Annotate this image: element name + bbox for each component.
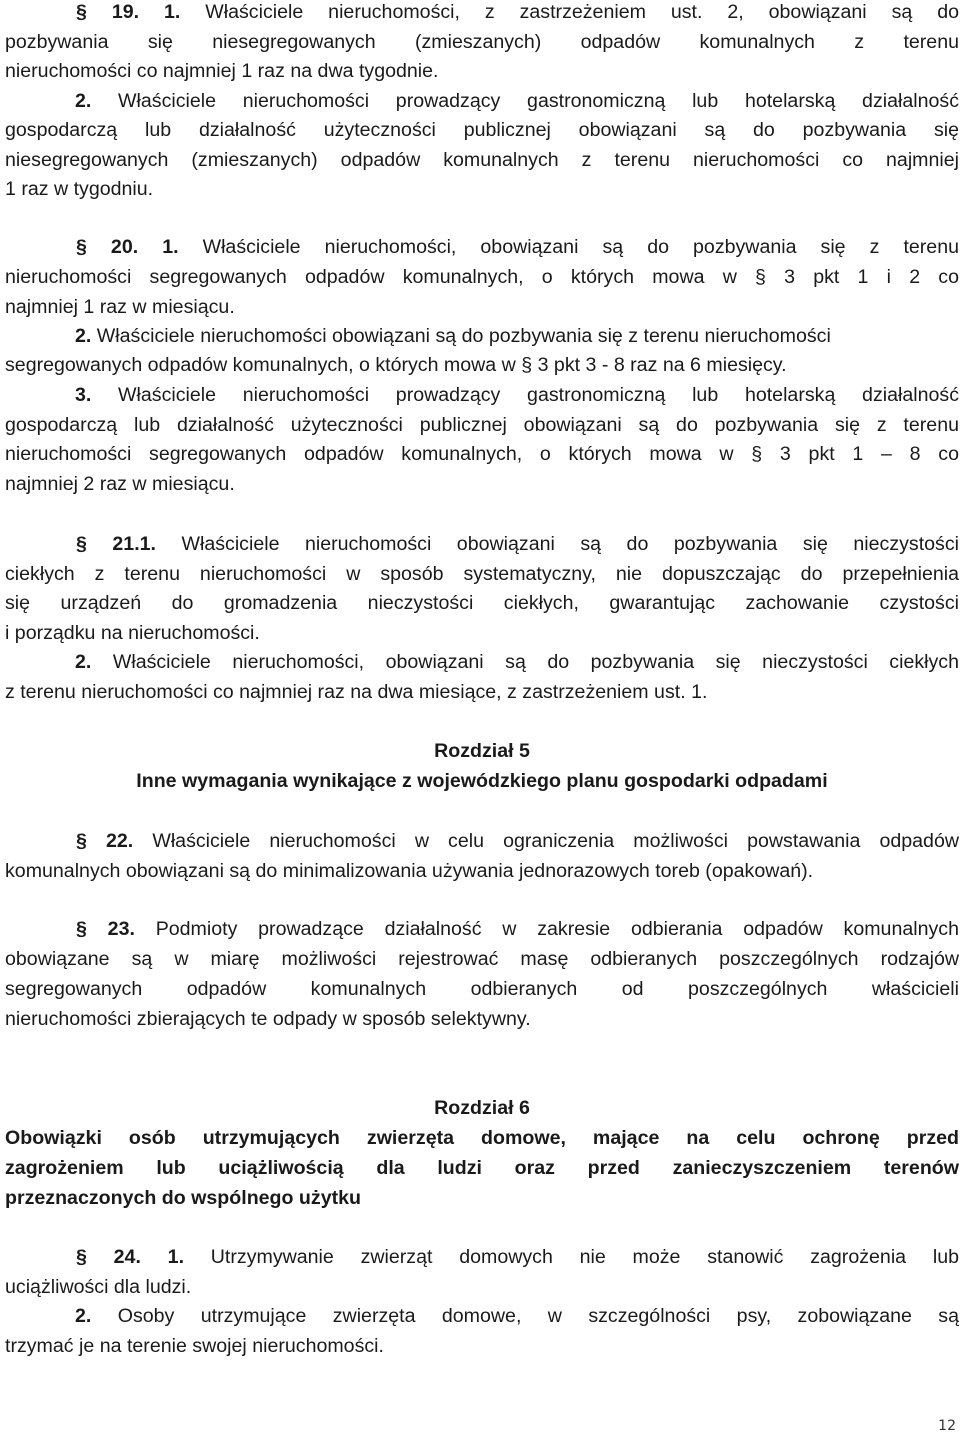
text-run: Właściciele nieruchomości prowadzący gastronomiczną lub hotelarską działalność [91,384,959,406]
line-p20-1-1 [5,266,959,288]
bold-run: § 24. 1. [76,1246,185,1268]
chapter-6-title-line-2 [5,1157,959,1179]
text-run: gospodarczą lub działalność użyteczności publicznej obowiązani są do pozbywania się [5,119,959,141]
line-p19-2-3 [5,178,153,200]
chapter-6-title-line-3 [5,1187,361,1209]
line-p24-1-0 [76,1246,959,1268]
bold-run: 2. [75,325,92,347]
text-run: Podmioty prowadzące działalność w zakresie odbierania odpadów komunalnych [134,918,959,940]
bold-run: Inne wymagania wynikające z wojewódzkiego planu gospodarki odpadami [136,770,828,792]
bold-run: 2. [75,1305,92,1327]
line-p19-1-2 [5,60,438,82]
line-p21-1-3 [5,622,260,644]
text-run: się urządzeń do gromadzenia nieczystości ciekłych, gwarantując zachowanie czystości [5,592,959,614]
line-p19-2-1 [5,119,959,141]
line-p20-3-1 [5,414,959,436]
text-run: Osoby utrzymujące zwierzęta domowe, w szczególności psy, zobowiązane są [91,1305,959,1327]
text-run: Utrzymywanie zwierząt domowych nie może stanowić zagrożenia lub [184,1246,959,1268]
line-p23-3 [5,1008,531,1030]
line-p20-3-2 [5,443,959,465]
line-p21-2-1 [5,681,707,703]
bold-run: § 19. 1. [76,1,181,23]
line-p23-2 [5,978,959,1000]
text-run: obowiązane są w miarę możliwości rejestrować masę odbieranych poszczególnych rodzajów [5,948,959,970]
text-run: segregowanych odpadów komunalnych, o których mowa w § 3 pkt 3 - 8 raz na 6 miesięcy. [5,354,787,376]
line-p20-1-2 [5,296,235,318]
bold-run: § 23. [76,918,135,940]
text-run: Właściciele nieruchomości obowiązani są do pozbywania się nieczystości [155,533,959,555]
bold-run: Rozdział 6 [434,1097,530,1119]
bold-run: Rozdział 5 [434,740,530,762]
text-run: trzymać je na terenie swojej nieruchomości. [5,1335,384,1357]
line-p22-0 [76,830,959,852]
line-p24-2-0 [75,1305,959,1327]
text-run: komunalnych obowiązani są do minimalizowania używania jednorazowych toreb (opakowań). [5,860,814,882]
line-p20-2-1 [5,354,787,376]
text-run: Właściciele nieruchomości, obowiązani są do pozbywania się z terenu [178,236,959,258]
text-run: niesegregowanych (zmieszanych) odpadów komunalnych z terenu nieruchomości co najmniej [5,149,959,171]
text-run: pozbywania się niesegregowanych (zmieszanych) odpadów komunalnych z terenu [5,31,959,53]
text-run: najmniej 2 raz w miesiącu. [5,473,235,495]
line-p20-1-0 [76,236,959,258]
text-run: 1 raz w tygodniu. [5,178,154,200]
bold-run: przeznaczonych do wspólnego użytku [5,1187,361,1209]
text-run: Właściciele nieruchomości w celu ograniczenia możliwości powstawania odpadów [133,830,959,852]
line-p21-1-1 [5,563,959,585]
bold-run: § 20. 1. [76,236,179,258]
line-p21-2-0 [75,651,959,673]
bold-run: § 22. [76,830,134,852]
line-p20-3-3 [5,473,235,495]
line-p22-1 [5,860,813,882]
bold-run: 2. [75,90,92,112]
line-p24-2-1 [5,1335,384,1357]
bold-run: 2. [75,651,92,673]
line-p21-1-2 [5,592,959,614]
line-p19-2-0 [75,90,959,112]
chapter-5-number [434,740,530,762]
line-p20-2-0 [75,325,831,347]
bold-run: zagrożeniem lub uciążliwością dla ludzi oraz przed zanieczyszczeniem terenów [5,1157,959,1179]
chapter-6-number [434,1097,530,1119]
line-p21-1-0 [76,533,959,555]
bold-run: § 21.1. [76,533,156,555]
text-run: Właściciele nieruchomości obowiązani są do pozbywania się z terenu nieruchomości [91,325,831,347]
text-run: nieruchomości segregowanych odpadów komunalnych, o których mowa w § 3 pkt 1 i 2 co [5,266,959,288]
text-run: nieruchomości zbierających te odpady w sposób selektywny. [5,1008,531,1030]
text-run: gospodarczą lub działalność użyteczności publicznej obowiązani są do pozbywania się z terenu [5,414,959,436]
line-p23-1 [5,948,959,970]
bold-run: Obowiązki osób utrzymujących zwierzęta domowe, mające na celu ochronę przed [5,1127,959,1149]
line-p19-1-1 [5,31,959,53]
text-run: ciekłych z terenu nieruchomości w sposób systematyczny, nie dopuszczając do przepełnienia [5,563,959,585]
bold-run: 3. [75,384,92,406]
line-p19-1-0 [76,1,959,23]
text-run: nieruchomości co najmniej 1 raz na dwa tygodnie. [5,60,439,82]
text-run: nieruchomości segregowanych odpadów komunalnych, o których mowa w § 3 pkt 1 – 8 co [5,443,959,465]
chapter-5-title [136,770,827,792]
chapter-6-title-line-1 [5,1127,959,1149]
line-p24-1-1 [5,1276,191,1298]
line-p23-0 [76,918,959,940]
line-p20-3-0 [75,384,959,406]
text-run: z terenu nieruchomości co najmniej raz na dwa miesiące, z zastrzeżeniem ust. 1. [5,681,708,703]
text-run: najmniej 1 raz w miesiącu. [5,296,235,318]
line-p19-2-2 [5,149,959,171]
page-number: 12 [938,1418,956,1434]
text-run: Właściciele nieruchomości, z zastrzeżeniem ust. 2, obowiązani są do [180,1,960,23]
text-run: segregowanych odpadów komunalnych odbieranych od poszczególnych właścicieli [5,978,959,1000]
text-run: i porządku na nieruchomości. [5,622,260,644]
text-run: Właściciele nieruchomości prowadzący gastronomiczną lub hotelarską działalność [91,90,959,112]
text-run: uciążliwości dla ludzi. [5,1276,192,1298]
text-run: Właściciele nieruchomości, obowiązani są do pozbywania się nieczystości ciekłych [91,651,959,673]
